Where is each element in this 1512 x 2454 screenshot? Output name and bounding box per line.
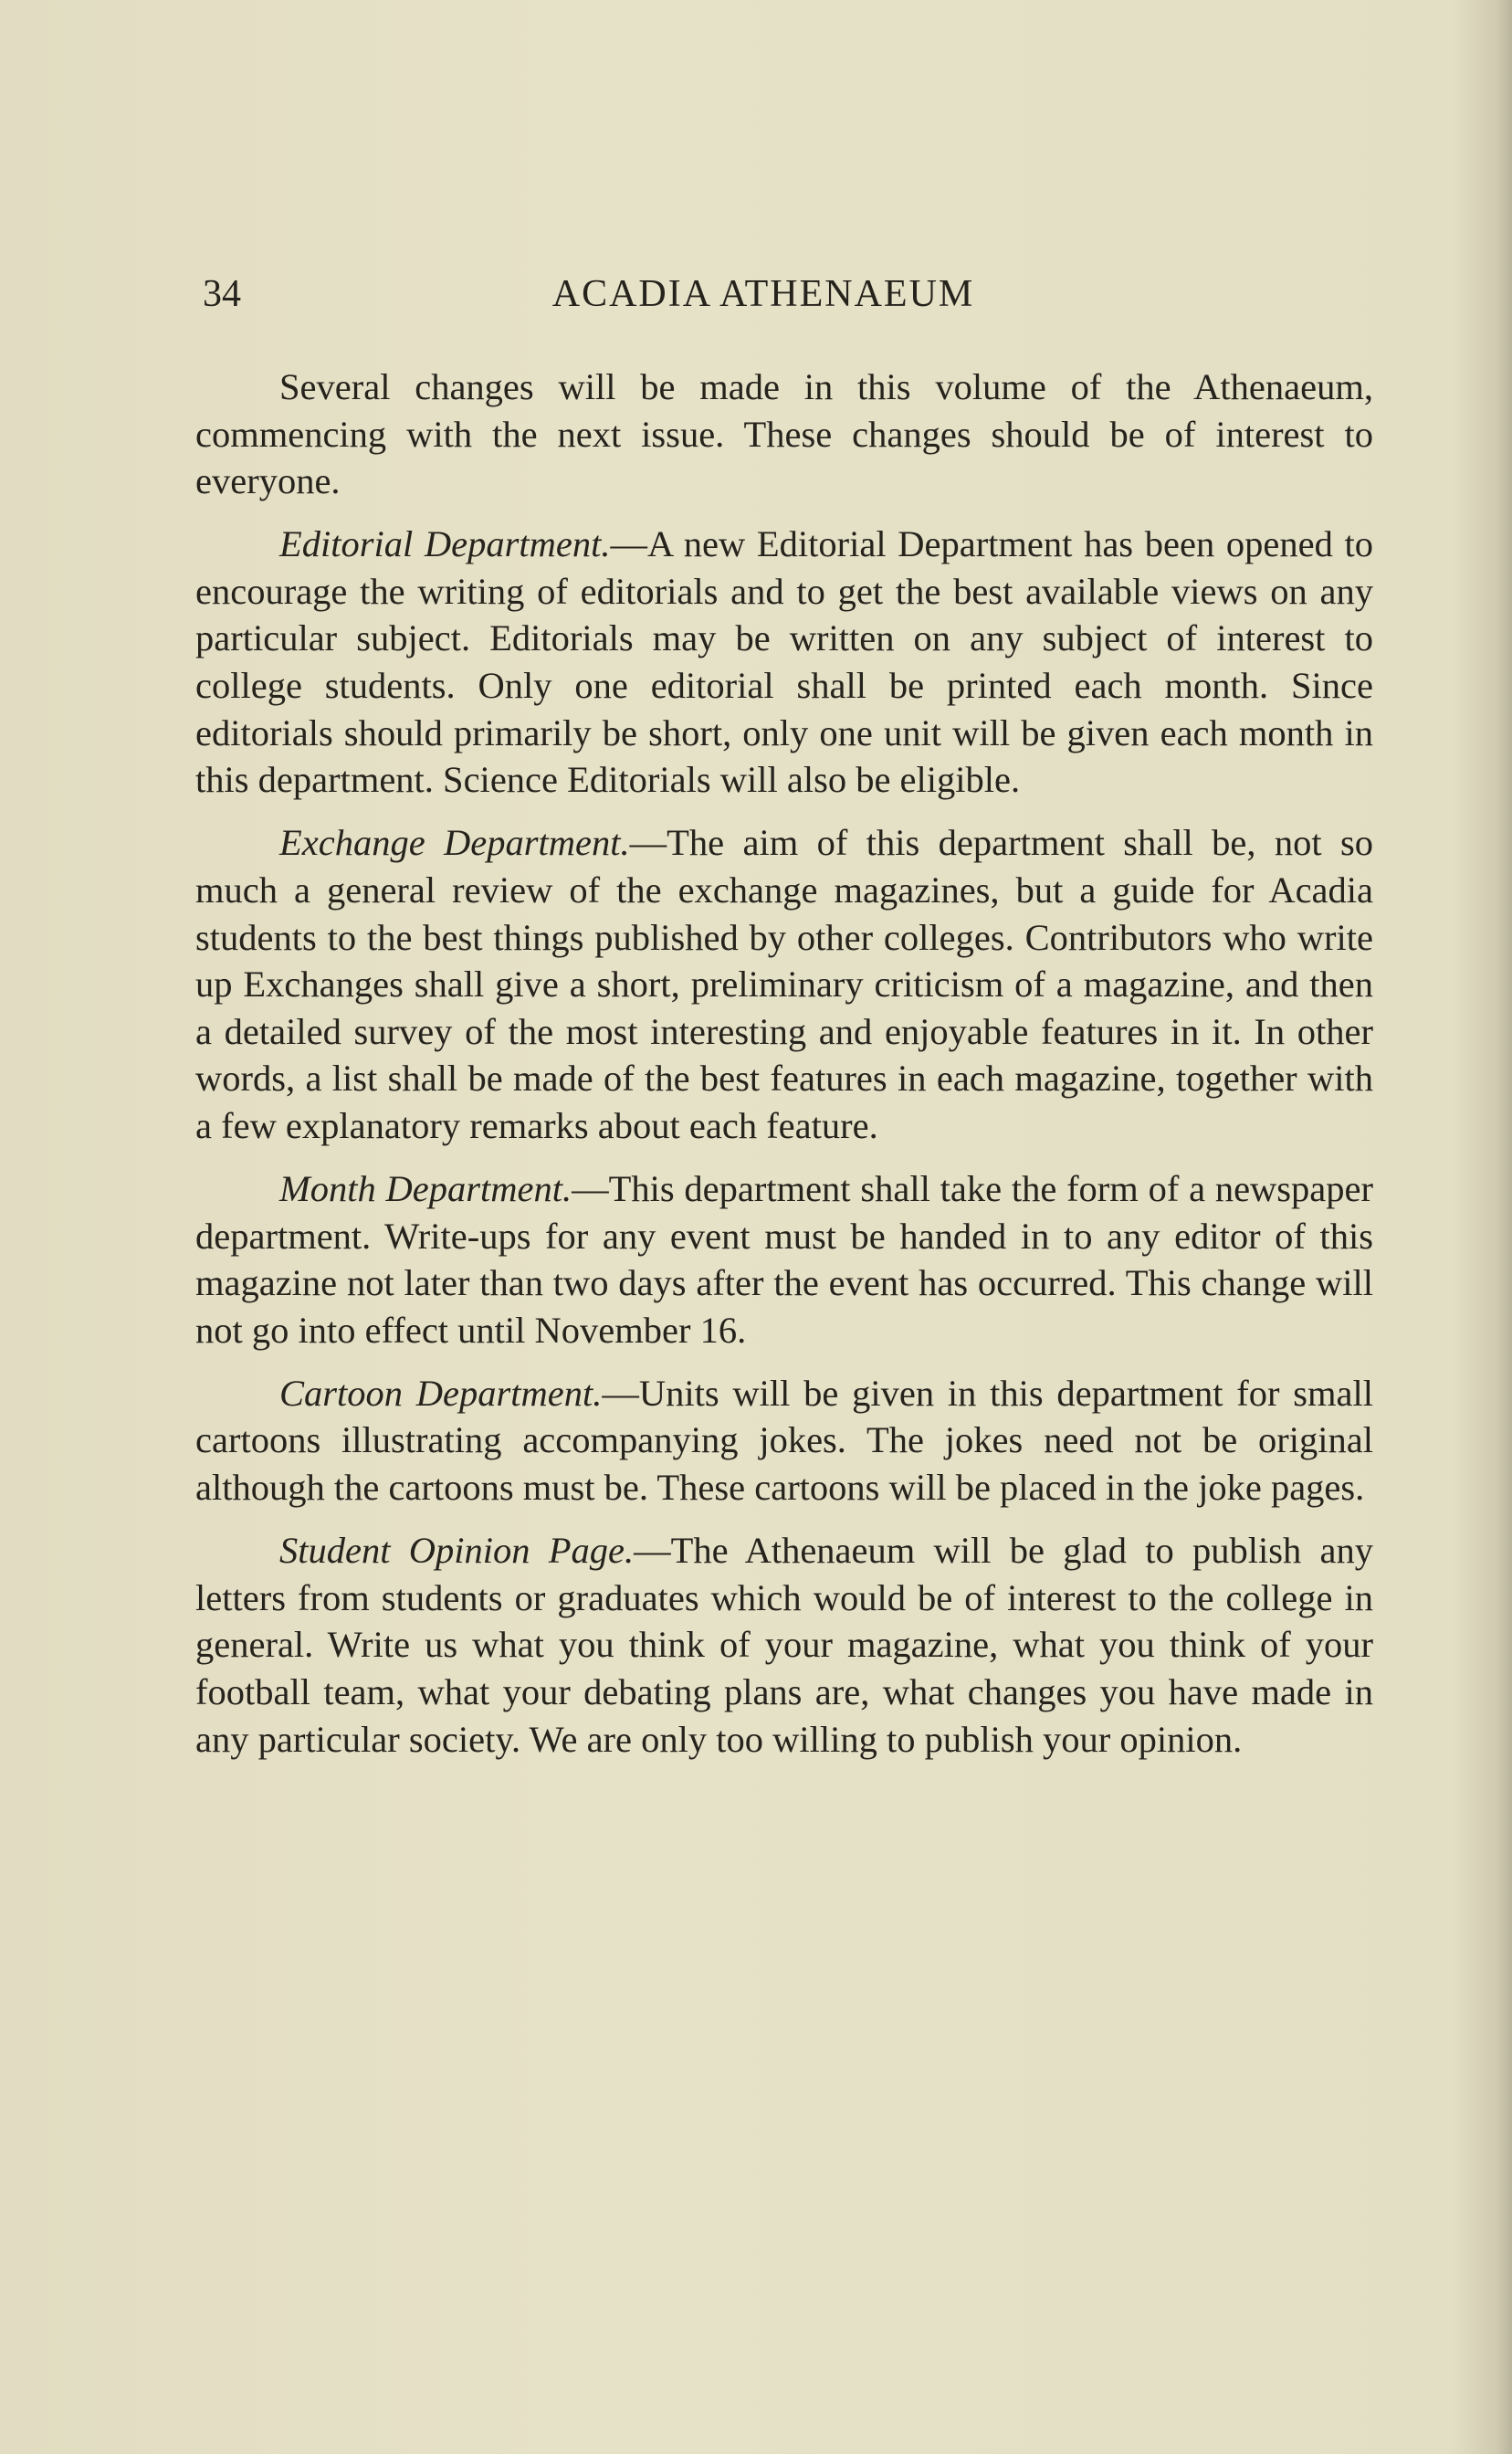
editorial-department-title: Editorial Department. [279, 523, 611, 565]
month-department-title: Month Department. [279, 1168, 572, 1209]
student-opinion-text: —The Athenaeum will be glad to publish any letters from students or graduates which would be of interest to the college in general. Write us what you think of your magazine, what you think of your football team, what your debating plans are, what changes you have made in any particular society. We are only too willing to publish your opinion. [195, 1530, 1373, 1760]
page-number: 34 [203, 273, 241, 315]
running-title: ACADIA ATHENAEUM [551, 273, 975, 315]
cartoon-department-text: —Units will be given in this department for small cartoons illustrating accompanying jokes. The jokes need not be original although the cartoons must be. These cartoons will be placed in the joke pages. [195, 1372, 1373, 1509]
cartoon-department-title: Cartoon Department. [279, 1372, 603, 1414]
page-header [203, 267, 1379, 321]
editorial-department-text: —A new Editorial Department has been opened to encourage the writing of editorials and to get the best available views on any particular subject. Editorials may be written on any subject of interest to college students. Only one editorial shall be printed each month. Since editorials should primarily be short, only one unit will be given each month in this department. Science Editorials will also be eligible. [195, 523, 1373, 801]
cartoon-department-paragraph [195, 1370, 1373, 1511]
month-department-text: —This department shall take the form of a newspaper department. Write-ups for any event must be handed in to any editor of this magazine not later than two days after the event has occurred. This change will not go into effect until November 16. [195, 1168, 1373, 1351]
intro-paragraph [195, 363, 1373, 505]
intro-text: Several changes will be made in this volume of the Athenaeum, commencing with the next issue. These changes should be of interest to everyone. [195, 366, 1373, 502]
exchange-department-text: —The aim of this department shall be, not so much a general review of the exchange magazines, but a guide for Acadia students to the best things published by other colleges. Contributors who write up Exchanges shall give a short, preliminary criticism of a magazine, and then a detailed survey of the most interesting and enjoyable features in it. In other words, a list shall be made of the best features in each magazine, together with a few explanatory remarks about each feature. [195, 822, 1373, 1146]
exchange-department-paragraph [195, 819, 1373, 1149]
exchange-department-title: Exchange Department. [279, 822, 630, 864]
student-opinion-paragraph [195, 1527, 1373, 1763]
student-opinion-title: Student Opinion Page. [279, 1530, 635, 1572]
article-body [195, 363, 1373, 1779]
month-department-paragraph [195, 1165, 1373, 1353]
editorial-department-paragraph [195, 521, 1373, 804]
